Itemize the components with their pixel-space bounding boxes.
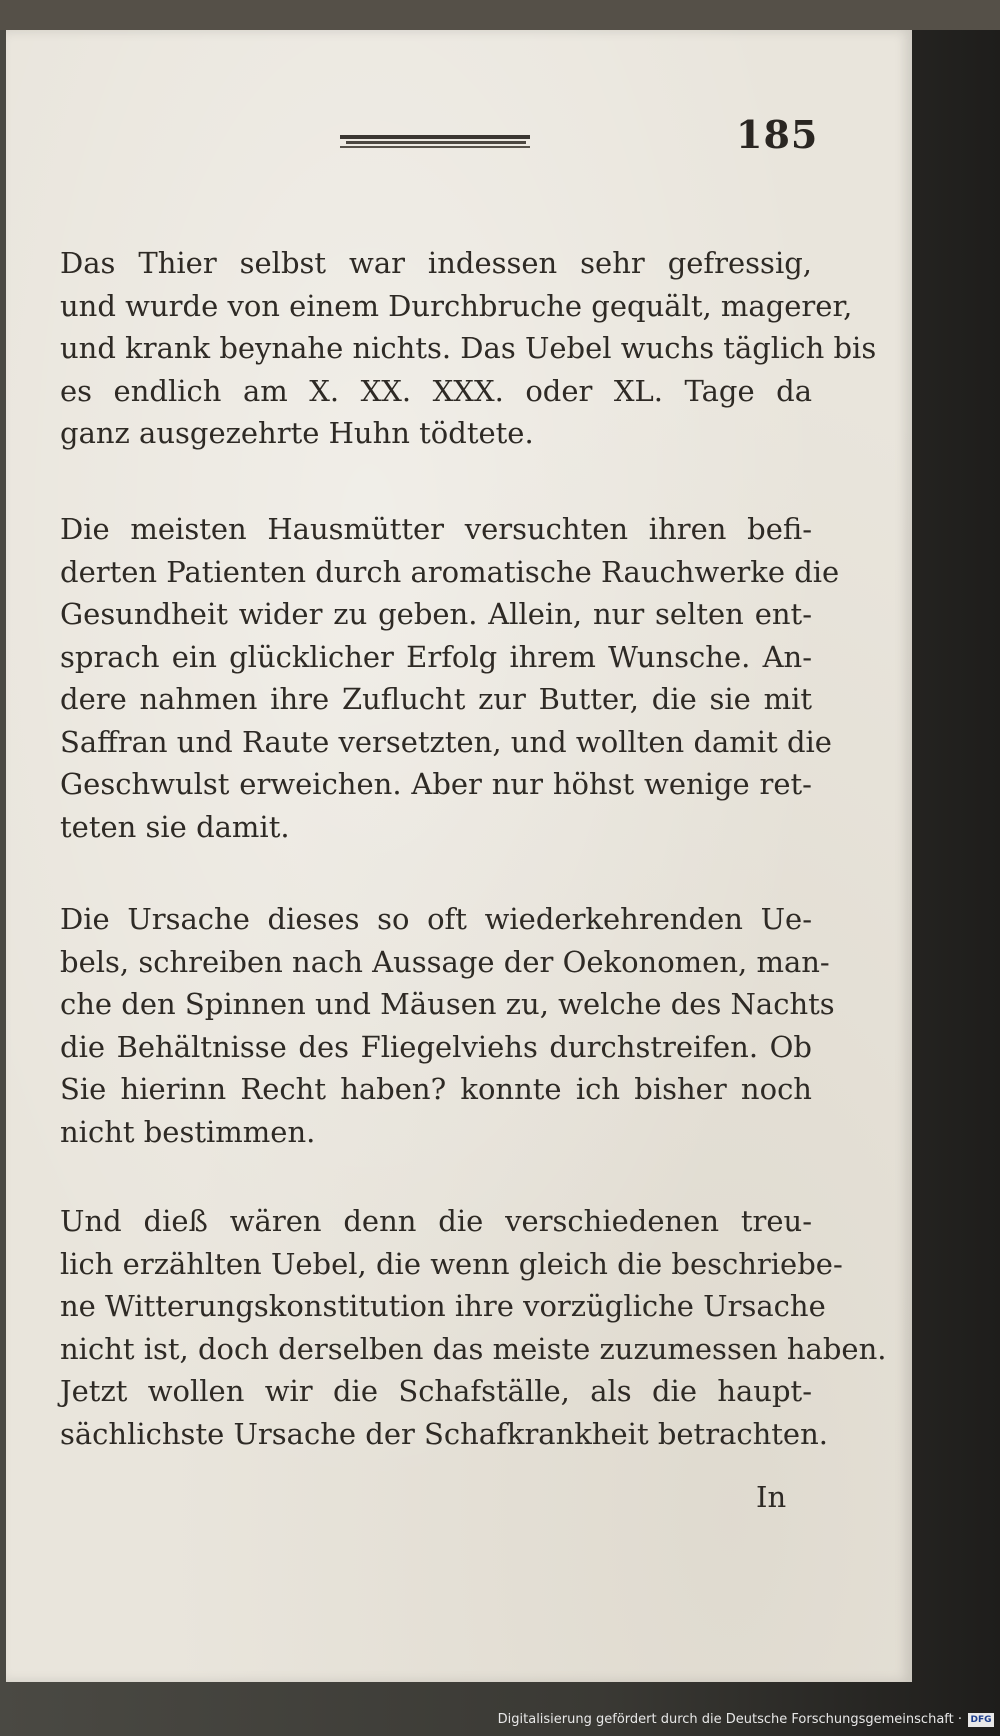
text-line: che den Spinnen und Mäusen zu, welche des Nachts xyxy=(60,987,835,1021)
book-page xyxy=(6,30,912,1682)
text-line: lich erzählten Uebel, die wenn gleich die beschriebe- xyxy=(60,1246,843,1281)
text-line: Das Thier selbst war indessen sehr gefressig, xyxy=(60,246,812,280)
text-line: ganz ausgezehrte Huhn tödtete. xyxy=(60,416,534,450)
scan-top-edge xyxy=(0,0,1000,30)
text-line: ne Witterungskonstitution ihre vorzügliche Ursache xyxy=(60,1289,826,1323)
text-line: bels, schreiben nach Aussage der Oekonomen, man- xyxy=(60,944,830,979)
dfg-logo-icon: DFG xyxy=(968,1713,994,1727)
text-line: sprach ein glücklicher Erfolg ihrem Wunsche. An- xyxy=(60,639,812,674)
text-line: Die Ursache dieses so oft wiederkehrenden Ue- xyxy=(60,902,812,936)
paragraph-4 xyxy=(60,1200,887,1455)
text-line: nicht ist, doch derselben das meiste zuzumessen haben. xyxy=(60,1331,887,1366)
text-line: Saffran und Raute versetzten, und wollten damit die xyxy=(60,724,832,759)
text-line: die Behältnisse des Fliegelviehs durchstreifen. Ob xyxy=(60,1029,812,1064)
text-line: Jetzt wollen wir die Schafställe, als die haupt- xyxy=(60,1374,812,1408)
text-line: Und dieß wären denn die verschiedenen treu- xyxy=(60,1204,812,1238)
text-line: es endlich am X. XX. XXX. oder XL. Tage da xyxy=(60,373,812,408)
footer-credit-text: Digitalisierung gefördert durch die Deutsche Forschungsgemeinschaft · xyxy=(497,1712,962,1727)
text-line: Geschwulst erweichen. Aber nur höhst wenige ret- xyxy=(60,767,812,801)
text-line: Sie hierinn Recht haben? konnte ich bisher noch xyxy=(60,1072,812,1106)
text-line: Gesundheit wider zu geben. Allein, nur selten ent- xyxy=(60,597,812,631)
paragraph-2 xyxy=(60,508,840,848)
text-line: und wurde von einem Durchbruche gequält, magerer, xyxy=(60,288,853,323)
text-line: dere nahmen ihre Zuflucht zur Butter, die sie mit xyxy=(60,682,812,716)
catchword: In xyxy=(756,1480,787,1514)
paragraph-3 xyxy=(60,898,835,1153)
text-line: sächlichste Ursache der Schafkrankheit betrachten. xyxy=(60,1416,828,1451)
text-line: nicht bestimmen. xyxy=(60,1114,316,1149)
page-number: 185 xyxy=(736,112,819,157)
text-line: und krank beynahe nichts. Das Uebel wuchs täglich bis xyxy=(60,331,877,365)
digitization-footer xyxy=(0,1710,1000,1736)
text-line: derten Patienten durch aromatische Rauchwerke die xyxy=(60,554,840,589)
text-line: Die meisten Hausmütter versuchten ihren befi- xyxy=(60,512,812,546)
paragraph-1 xyxy=(60,242,877,455)
text-line: teten sie damit. xyxy=(60,809,290,844)
header-ornamental-rule xyxy=(340,135,530,149)
